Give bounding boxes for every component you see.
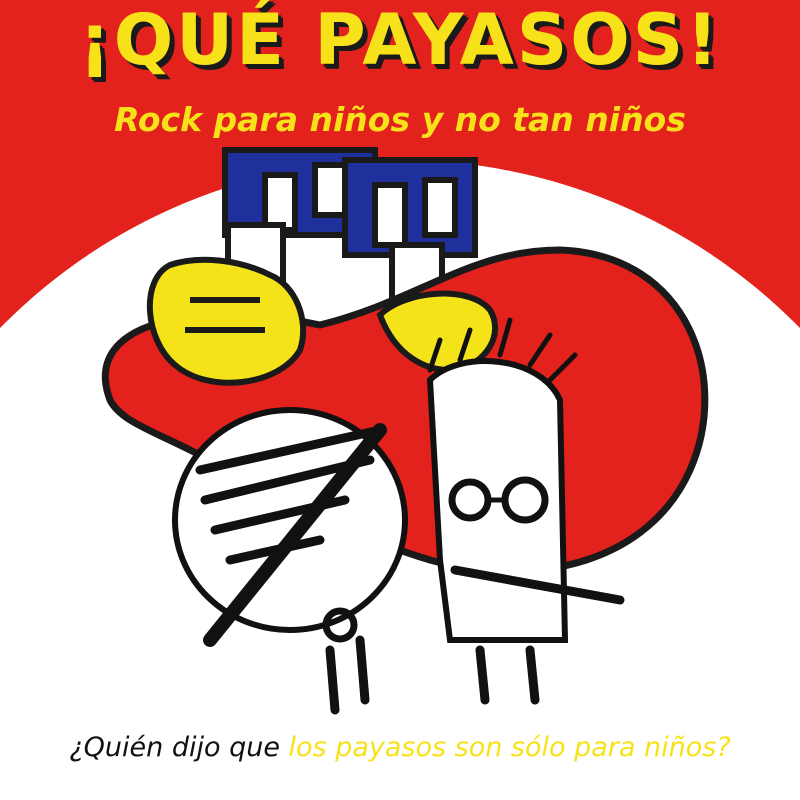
- album-title: ¡QUÉ PAYASOS!: [78, 0, 722, 81]
- tagline-part-1: ¿Quién dijo que: [69, 732, 289, 763]
- album-subtitle: Rock para niños y no tan niños: [114, 100, 686, 139]
- tagline-part-2: los payasos son sólo para niños?: [288, 732, 731, 763]
- album-tagline: [0, 732, 800, 763]
